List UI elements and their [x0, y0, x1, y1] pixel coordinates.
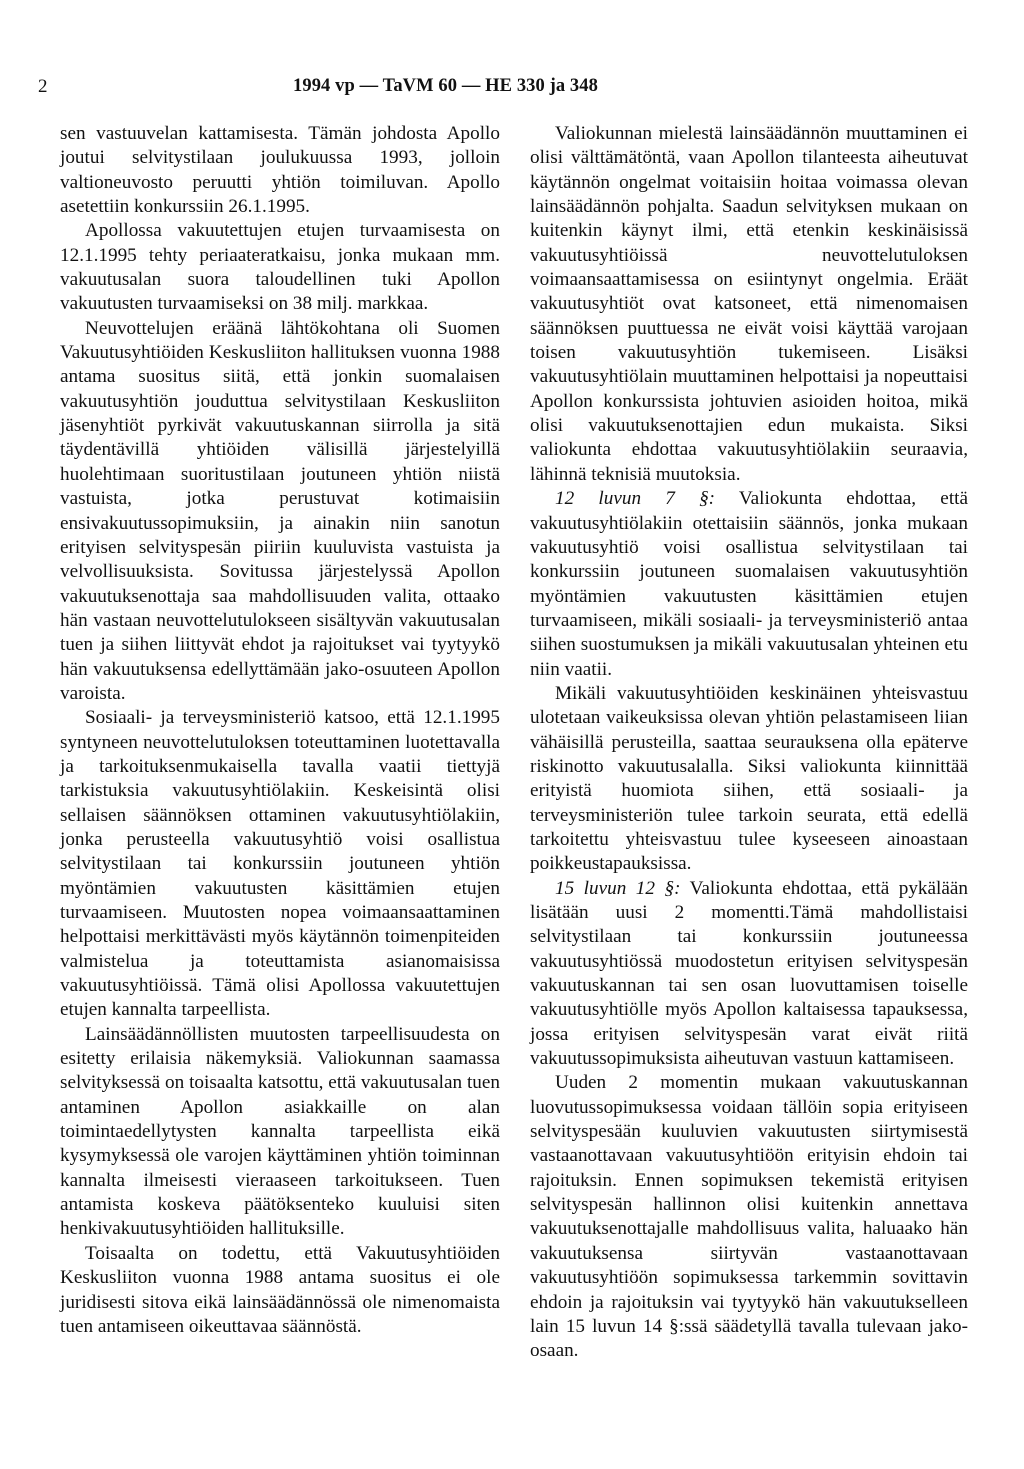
paragraph: Valiokunnan mielestä lainsäädännön muuttaminen ei olisi välttämätöntä, vaan Apollon tilanteesta aiheutuvat käytännön ongelmat voitaisiin hoitaa voimassa olevan lainsäädännön pohjalta. Saadun selvityksen mukaan on kuitenkin käynyt ilmi, että etenkin keskinäisissä vakuutusyhtiöissä neuvottelutuloksen voimaansaattamisessa on esiintynyt ongelmia. Eräät vakuutusyhtiöt ovat katsoneet, että nimenomaisen säännöksen puuttuessa ne eivät voisi käyttää varojaan toisen vakuutusyhtiön tukemiseen. Lisäksi vakuutusyhtiölain muuttaminen helpottaisi ja nopeuttaisi Apollon konkurssista johtuvien asioiden hoitoa, mikä olisi vakuutuksenottajien edun mukaista. Siksi valiokunta ehdottaa vakuutusyhtiölakiin seuraavia, lähinnä teknisiä muutoksia. [530, 123, 968, 485]
section-reference: 12 luvun 7 §: [555, 488, 716, 510]
page-number: 2 [38, 76, 48, 97]
paragraph: Uuden 2 momentin mukaan vakuutuskannan luovutussopimuksessa voidaan tällöin sopia erityiseen selvityspesään kuuluvien vakuutusten siirtymisestä vastaanottavaan vakuutusyhtiöön erityisin ehdoin tai rajoituksin. Ennen sopimuksen tekemistä erityisen selvityspesän hallinnon olisi kuitenkin annettava vakuutuksenottajalle mahdollisuus valita, haluaako hän vakuutuksensa siirtyvän vastaanottavaan vakuutusyhtiöön sopimuksessa tarkemmin sovittavin ehdoin ja rajoituksin vai tyytyykö hän vakuutukselleen lain 15 luvun 14 §:ssä säädetyllä tavalla tulevaan jako-osaan. [530, 1072, 968, 1362]
paragraph-text: Valiokunta ehdottaa, että pykälään lisätään uusi 2 momentti.Tämä mahdollistaisi selvitystilaan tai konkurssiin joutuneessa vakuutusyhtiössä muodostetun erityisen selvityspesän vakuutuskannan tai sen osan luovuttamisen toiselle vakuutusyhtiölle myös Apollon kaltaisessa tapauksessa, jossa erityisen selvityspesän varat eivät riitä vakuutussopimuksista aiheutuvan vastuun kattamiseen. [530, 877, 968, 1070]
left-column [60, 122, 500, 1339]
page-header [38, 76, 988, 100]
paragraph: Apollossa vakuutettujen etujen turvaamisesta on 12.1.1995 tehty periaateratkaisu, jonka mukaan mm. vakuutusalan suora taloudellinen tuki Apollon vakuutusten turvaamiseksi on 38 milj. markkaa. [60, 220, 500, 315]
paragraph: Neuvottelujen eräänä lähtökohtana oli Suomen Vakuutusyhtiöiden Keskusliiton hallituksen vuonna 1988 antama suositus siitä, että jonkin suomalaisen vakuutusyhtiön jouduttua selvitystilaan Keskusliiton jäsenyhtiöt pyrkivät vakuutuskannan siirrolla ja sitä täydentävillä yhtiöiden välisillä järjestelyillä huolehtimaan suoritustilaan joutuneen yhtiön niistä vastuista, jotka perustuvat kotimaisiin ensivakuutussopimuksiin, ja ainakin niin sanotun erityisen selvityspesän piiriin kuuluvista vastuista ja velvollisuuksista. Sovitussa järjestelyssä Apollon vakuutuksenottaja saa mahdollisuuden valita, ottaako hän vastaan neuvottelutulokseen sisältyvän vakuutusalan tuen ja siihen liittyvät ehdot ja rajoitukset vai tyytyykö hän vakuutuksensa edellyttämään jako-osuuteen Apollon varoista. [60, 317, 500, 704]
running-head: 1994 vp — TaVM 60 — HE 330 ja 348 [293, 76, 598, 96]
right-column [530, 122, 968, 1364]
section-reference: 15 luvun 12 §: [555, 877, 681, 899]
paragraph: Sosiaali- ja terveysministeriö katsoo, että 12.1.1995 syntyneen neuvottelutuloksen toteuttaminen luotettavalla ja tarkoituksenmukaisella tavalla vaatii tiettyjä tarkistuksia vakuutusyhtiölakiin. Keskeisintä olisi sellaisen säännöksen ottaminen vakuutusyhtiölakiin, jonka perusteella vakuutusyhtiö voisi osallistua selvitystilaan tai konkurssiin joutuneen yhtiön myöntämien vakuutusten käsittämien etujen turvaamiseen. Muutosten nopea voimaansaattaminen helpottaisi merkittävästi myös käytännön toimenpiteiden valmistelua ja toteuttamista asianomaisissa vakuutusyhtiöissä. Tämä olisi Apollossa vakuutettujen etujen kannalta tarpeellista. [60, 707, 500, 1021]
paragraph: Lainsäädännöllisten muutosten tarpeellisuudesta on esitetty erilaisia näkemyksiä. Valiokunnan saamassa selvityksessä on toisaalta katsottu, että vakuutusalan tuen antaminen Apollon asiakkaille on alan toimintaedellytysten kannalta tarpeellista eikä kysymyksessä ole varojen käyttäminen yhtiön toiminnan kannalta ilmeisesti vieraaseen tarkoitukseen. Tuen antamista koskeva päätöksenteko kuuluisi siten henkivakuutusyhtiöiden hallituksille. [60, 1023, 500, 1240]
paragraph [530, 487, 968, 682]
paragraph [530, 877, 968, 1072]
paragraph: Toisaalta on todettu, että Vakuutusyhtiöiden Keskusliiton vuonna 1988 antama suositus ei ole juridisesti sitova eikä lainsäädännössä ole nimenomaista tuen antamiseen oikeuttavaa säännöstä. [60, 1242, 500, 1337]
paragraph: sen vastuuvelan kattamisesta. Tämän johdosta Apollo joutui selvitystilaan joulukuussa 1993, jolloin valtioneuvosto peruutti yhtiön toimiluvan. Apollo asetettiin konkurssiin 26.1.1995. [60, 123, 500, 218]
paragraph-text: Valiokunta ehdottaa, että vakuutusyhtiölakiin otettaisiin säännös, jonka mukaan vakuutusyhtiö voisi osallistua selvitystilaan tai konkurssiin joutuneen suomalaisen vakuutusyhtiön myöntämien vakuutusten käsittämien etujen turvaamiseen, mikäli sosiaali- ja terveysministeriö antaa siihen suostumuksen ja mikäli vakuutusalan yhteinen etu niin vaatii. [530, 488, 968, 680]
paragraph: Mikäli vakuutusyhtiöiden keskinäinen yhteisvastuu ulotetaan vaikeuksissa olevan yhtiön pelastamiseen liian vähäisillä perusteilla, saattaa seurauksena olla epäterve riskinotto vakuutusalalla. Siksi valiokunta kiinnittää erityistä huomiota siihen, että sosiaali- ja terveysministeriön tulee tarkoin seurata, että edellä tarkoitettu yhteisvastuu tulee kyseeseen ainoastaan poikkeustapauksissa. [530, 682, 968, 875]
